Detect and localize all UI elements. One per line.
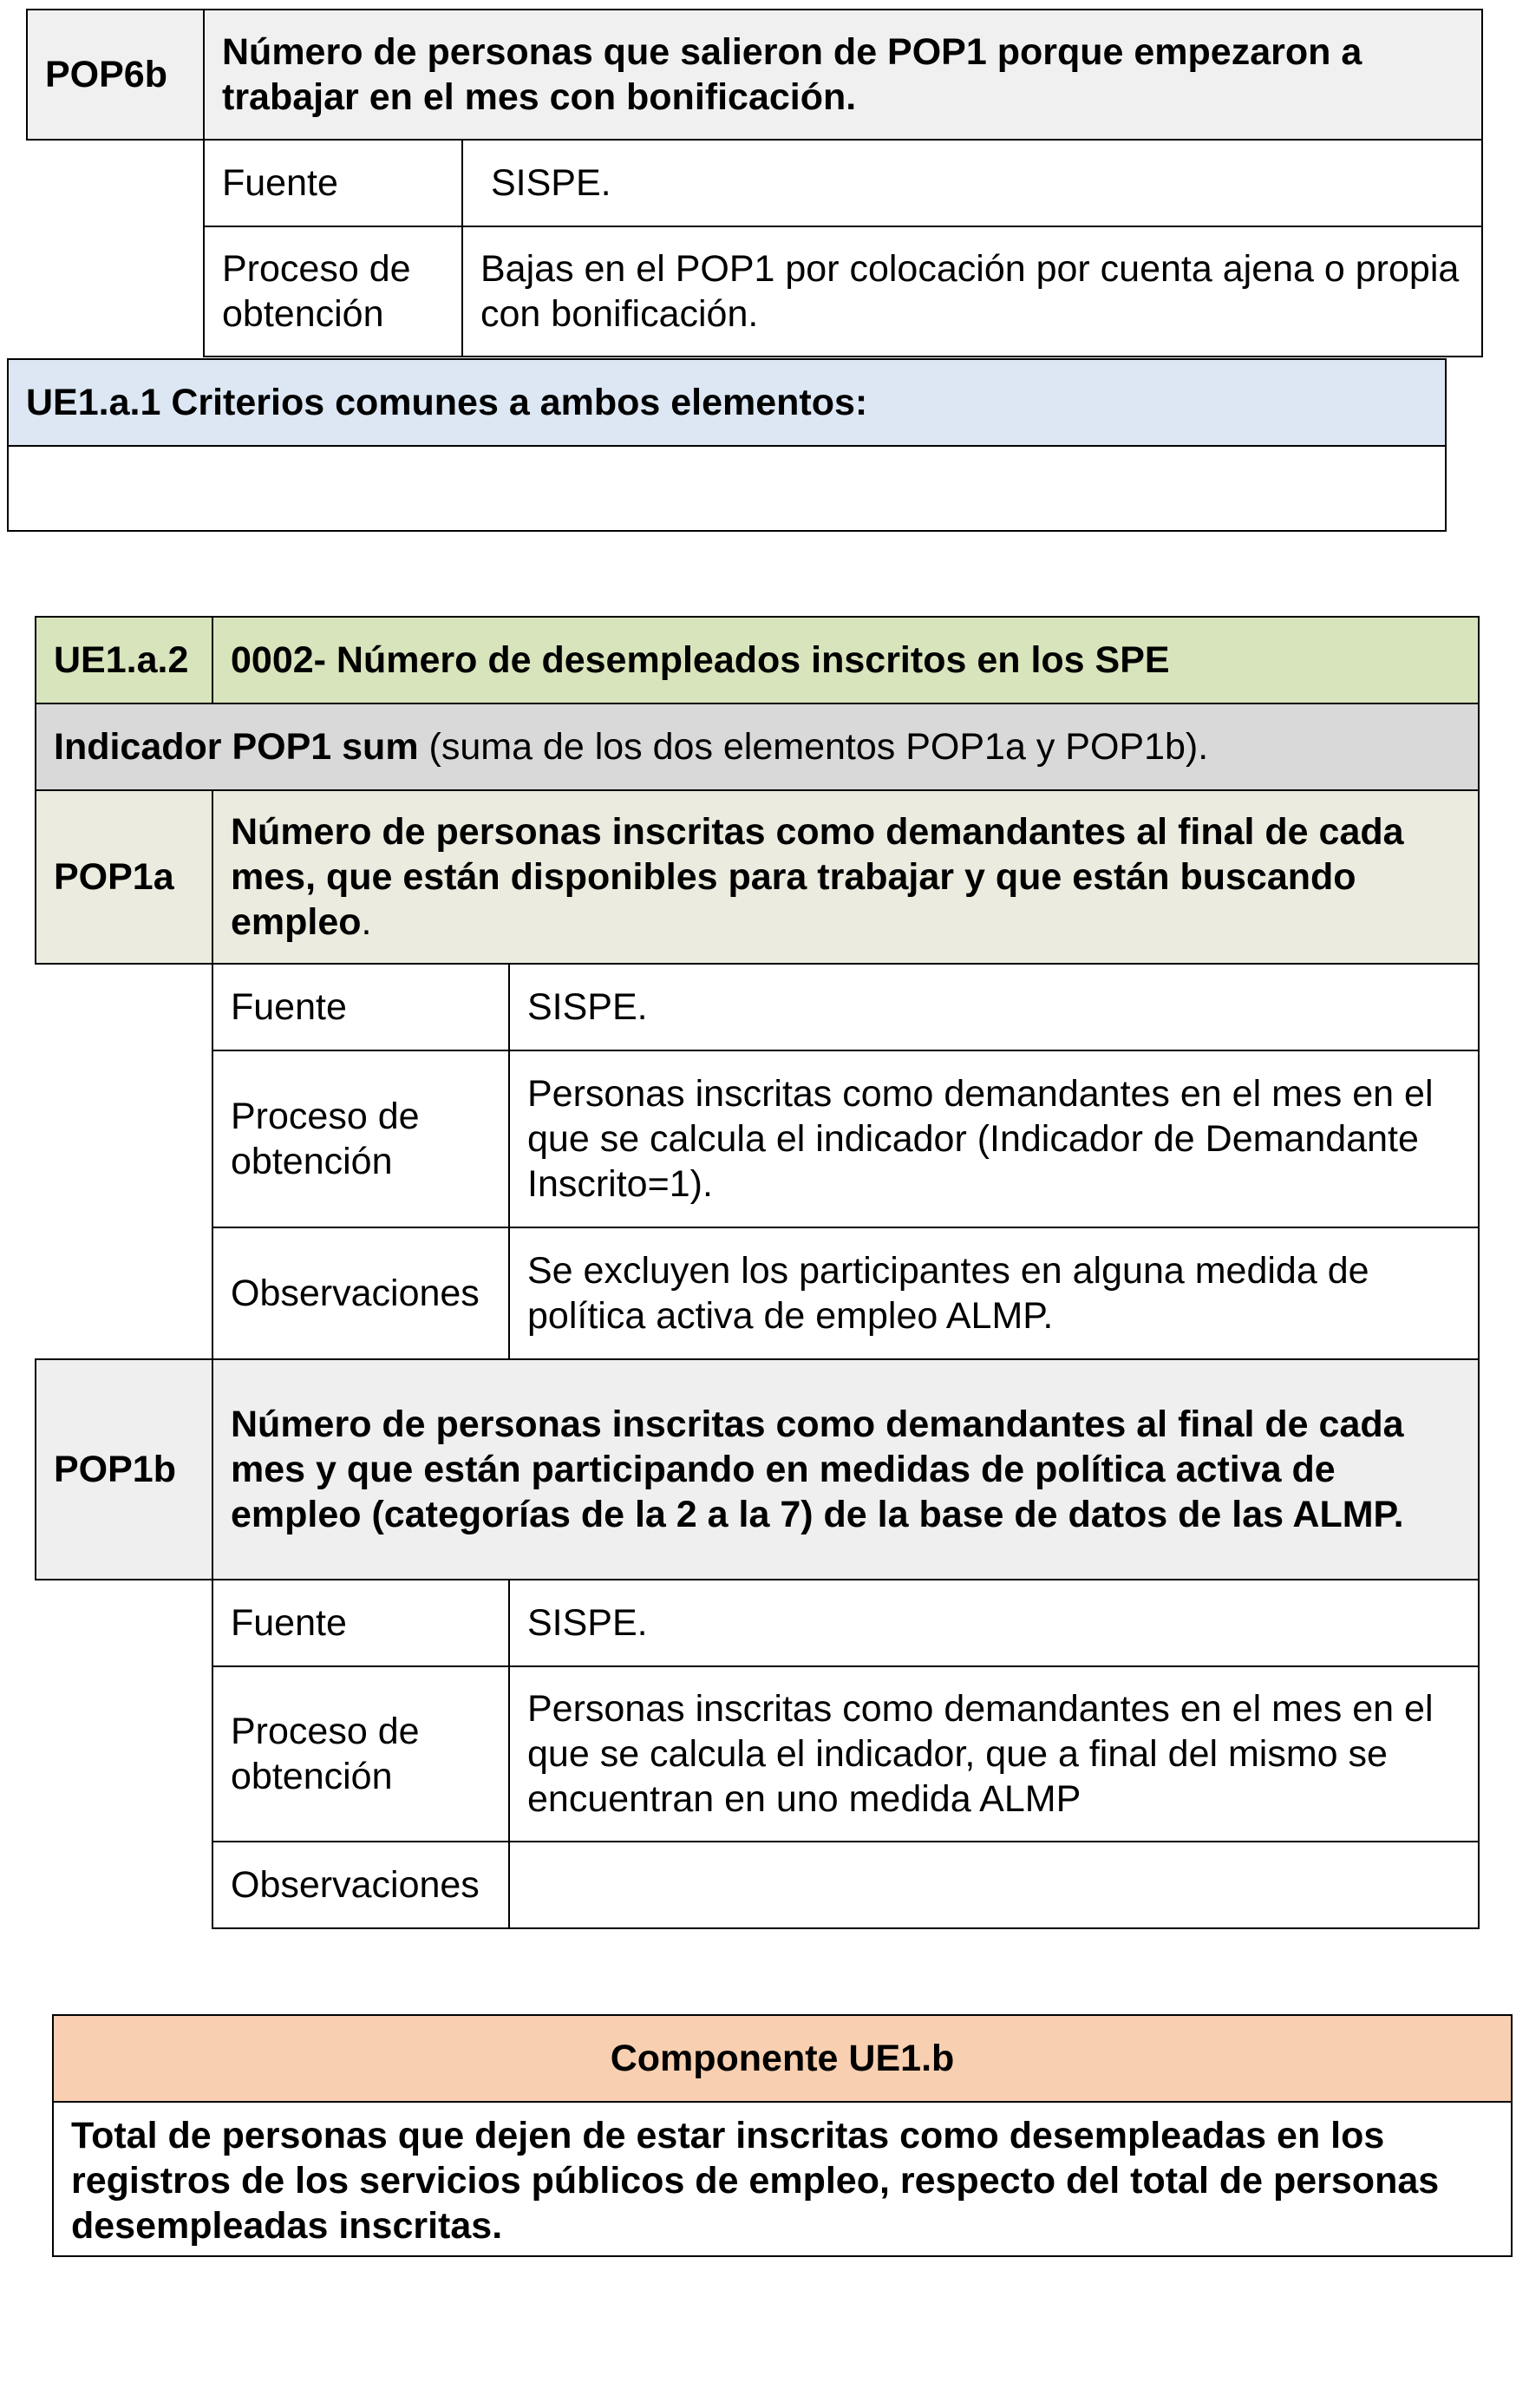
pop1b-code: POP1b — [54, 1449, 176, 1490]
pop1a-fuente-label: Fuente — [231, 986, 347, 1028]
pop1b-title: Número de personas inscritas como demandantes al final de cada mes y que están participando en medidas de política activa de empleo (categorías de la 2 a la 7) de la base de datos de las ALMP. — [231, 1404, 1404, 1535]
pop1a-obs-value: Se excluyen los participantes en alguna medida de política activa de empleo ALMP. — [527, 1250, 1369, 1337]
pop1a-obs-label: Observaciones — [231, 1273, 480, 1314]
indicator-row — [36, 704, 1478, 789]
pop6b-proceso-value: Bajas en el POP1 por colocación por cuenta ajena o propia con bonificación. — [480, 248, 1460, 335]
pop6b-title: Número de personas que salieron de POP1 porque empezaron a trabajar en el mes con bonificación. — [222, 31, 1362, 118]
pop6b-fuente-label: Fuente — [222, 162, 338, 204]
pop1b-proceso-value: Personas inscritas como demandantes en el mes en el que se calcula el indicador, que a final del mismo se encuentran en uno medida ALMP — [527, 1688, 1434, 1820]
indicator-rest: (suma de los dos elementos POP1a y POP1b). — [418, 726, 1209, 768]
ue1a1-body — [9, 447, 1445, 530]
pop1a-title-cell — [213, 791, 1478, 963]
pop1a-code: POP1a — [54, 856, 174, 898]
pop6b-proceso-label: Proceso de obtención — [222, 248, 411, 335]
pop6b-code: POP6b — [45, 54, 167, 95]
pop1a-title-end: . — [361, 901, 372, 943]
pop1a-proceso-value: Personas inscritas como demandantes en el mes en el que se calcula el indicador (Indicador de Demandante Inscrito=1). — [527, 1073, 1434, 1205]
pop1a-fuente-value: SISPE. — [527, 986, 648, 1028]
pop1b-fuente-label: Fuente — [231, 1602, 347, 1644]
ue1b-body: Total de personas que dejen de estar inscritas como desempleadas en los registros de los servicios públicos de empleo, respecto del total de personas desempleadas inscritas. — [71, 2115, 1440, 2247]
pop1a-title: Número de personas inscritas como demandantes al final de cada mes, que están disponibles para trabajar y que están buscando empleo — [231, 811, 1404, 943]
pop1b-obs-value — [510, 1842, 1478, 1927]
pop1b-obs-label: Observaciones — [231, 1864, 480, 1906]
ue1a1-title: UE1.a.1 Criterios comunes a ambos elementos: — [26, 382, 868, 423]
ue1b-title: Componente UE1.b — [610, 2038, 955, 2079]
ue1a2-title: 0002- Número de desempleados inscritos en los SPE — [231, 639, 1170, 681]
pop1a-proceso-label: Proceso de obtención — [231, 1096, 420, 1182]
pop1b-proceso-label: Proceso de obtención — [231, 1711, 420, 1797]
pop1b-fuente-value: SISPE. — [527, 1602, 648, 1644]
ue1a2-code: UE1.a.2 — [54, 639, 189, 681]
pop6b-fuente-value: SISPE. — [491, 162, 611, 204]
indicator-bold: Indicador POP1 sum — [54, 726, 419, 768]
